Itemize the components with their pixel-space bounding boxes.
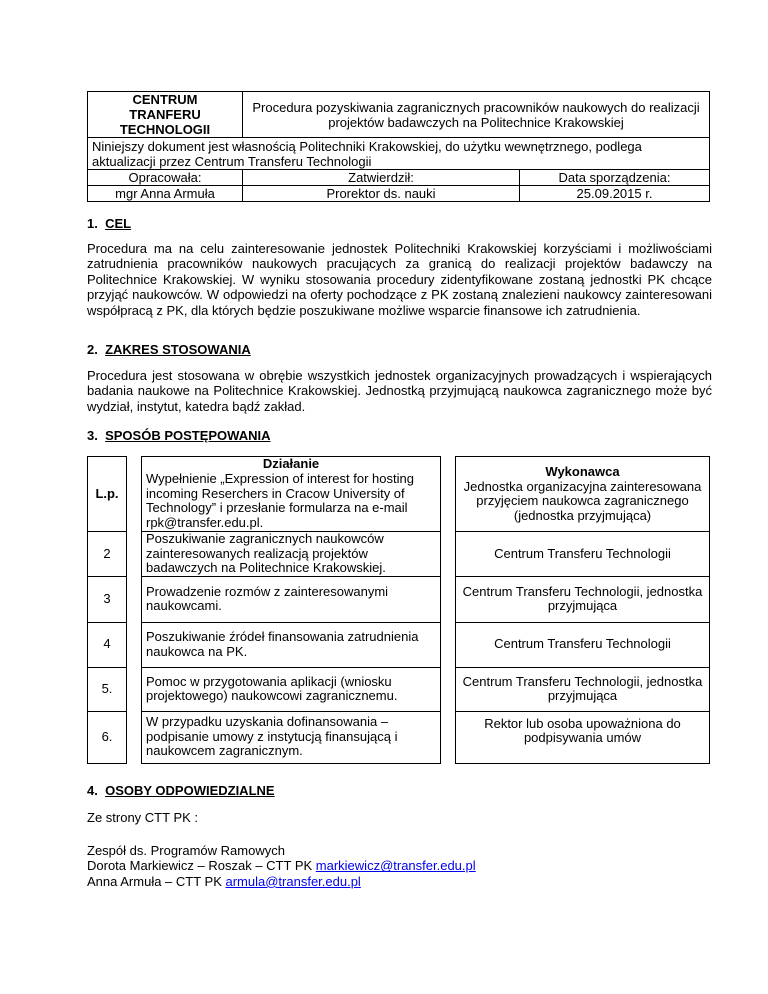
section-cel [87,216,712,232]
column-gap [441,622,456,667]
section-zakres-body [87,368,712,414]
executor-cell: Rektor lub osoba upoważniona do podpisywania umów [456,711,710,763]
approved-by-value: Prorektor ds. nauki [243,186,520,202]
column-gap [127,622,142,667]
date-label: Data sporządzenia: [520,170,710,186]
table-row [88,576,710,622]
row-number: 4 [88,622,127,667]
row-number: 6. [88,711,127,763]
list-item: Anna Armuła – CTT PK armula@transfer.edu.pl [87,873,361,889]
row-number: 3 [88,576,127,622]
column-gap [127,457,142,532]
executor-cell-1 [456,457,710,532]
org-name-line-1: CENTRUM [132,92,198,107]
action-cell: Wypełnienie „Expression of interest for hosting incoming Reserchers in Cracow University of Technology” i przesłanie formularza na e-mail rpk@transfer.edu.pl. [142,472,441,532]
column-gap [127,711,142,763]
prepared-by-label: Opracowała: [88,170,243,186]
executor-text: Jednostka organizacyjna zainteresowana przyjęciem naukowca zagranicznego (jednostka przyjmująca) [463,478,702,523]
column-gap [441,667,456,711]
approved-by-label: Zatwierdził: [243,170,520,186]
procedure-table [87,456,710,764]
executor-cell: Centrum Transferu Technologii [456,622,710,667]
table-row [88,622,710,667]
column-gap [127,532,142,577]
section-osoby [87,783,712,799]
executor-cell: Centrum Transferu Technologii, jednostka przyjmująca [456,667,710,711]
section-heading: 2. ZAKRES STOSOWANIA [87,342,251,357]
action-cell: Prowadzenie rozmów z zainteresowanymi naukowcami. [142,576,441,622]
prepared-by-value: mgr Anna Armuła [88,186,243,202]
column-gap [441,711,456,763]
row-number: 5. [88,667,127,711]
action-cell: Pomoc w przygotowania aplikacji (wniosku projektowego) naukowcowi zagranicznemu. [142,667,441,711]
organization-name [88,92,243,138]
column-header-executor: Wykonawca [545,464,620,479]
ownership-note: Niniejszy dokument jest własnością Politechniki Krakowskiej, do użytku wewnętrznego, podlega aktualizacji przez Centrum Transferu Technologii [88,138,710,170]
section-paragraph: Procedura jest stosowana w obrębie wszystkich jednostek organizacyjnych prowadzących i wspierających badania naukowe na Politechnice Krakowskiej. Jednostką przyjmującą naukowca zagranicznego może być wydział, instytut, katedra bądź zakład. [87,368,712,414]
procedure-title: Procedura pozyskiwania zagranicznych pracowników naukowych do realizacji projektów badawczych na Politechnice Krakowskiej [243,92,710,138]
document-header-table [87,91,710,202]
section-heading: 1. CEL [87,216,132,231]
section-heading: 3. SPOSÓB POSTĘPOWANIA [87,428,271,443]
section-paragraph: Procedura ma na celu zainteresowanie jednostek Politechniki Krakowskiej korzyściami i możliwościami zatrudnienia pracowników naukowych pracujących za granicą do realizacji projektów badawczy na Politechnice Krakowskiej. W wyniku stosowania procedury zidentyfikowane zostaną jednostki PK chcące przyjąć naukowców. W odpowiedzi na oferty pochodzące z PK zostaną znalezieni naukowcy zainteresowani współpracą z PK, dla których będzie poszukiwane możliwe wsparcie finansowe ich zatrudnienia. [87,241,712,318]
column-gap [441,576,456,622]
action-cell: W przypadku uzyskania dofinansowania – podpisanie umowy z instytucją finansującą i naukowcem zagranicznym. [142,711,441,763]
row-number: 2 [88,532,127,577]
date-value: 25.09.2015 r. [520,186,710,202]
table-row [88,667,710,711]
column-header-action: Działanie [142,457,441,472]
responsible-intro: Ze strony CTT PK : [87,810,199,825]
section-zakres [87,342,712,358]
org-name-line-3: TECHNOLOGII [119,122,211,137]
column-header-lp: L.p. [88,457,127,532]
email-link-markiewicz[interactable]: markiewicz@transfer.edu.pl [315,858,476,874]
responsible-list [87,843,712,889]
executor-cell: Centrum Transferu Technologii, jednostka przyjmująca [456,576,710,622]
table-row [88,532,710,577]
executor-cell: Centrum Transferu Technologii [456,532,710,577]
org-name-line-2: TRANFERU [129,107,201,122]
team-name: Zespół ds. Programów Ramowych [87,843,285,858]
action-cell: Poszukiwanie źródeł finansowania zatrudnienia naukowca na PK. [142,622,441,667]
section-heading: 4. OSOBY ODPOWIEDZIALNE [87,783,275,798]
column-gap [441,457,456,532]
list-item: Dorota Markiewicz – Roszak – CTT PK markiewicz@transfer.edu.pl [87,858,476,874]
column-gap [127,576,142,622]
action-cell: Poszukiwanie zagranicznych naukowców zainteresowanych realizacją projektów badawczych na Politechnice Krakowskiej. [142,532,441,577]
section-sposob [87,428,712,444]
table-row [88,711,710,763]
column-gap [441,532,456,577]
column-gap [127,667,142,711]
section-cel-body [87,241,712,318]
email-link-armula[interactable]: armula@transfer.edu.pl [225,873,361,889]
